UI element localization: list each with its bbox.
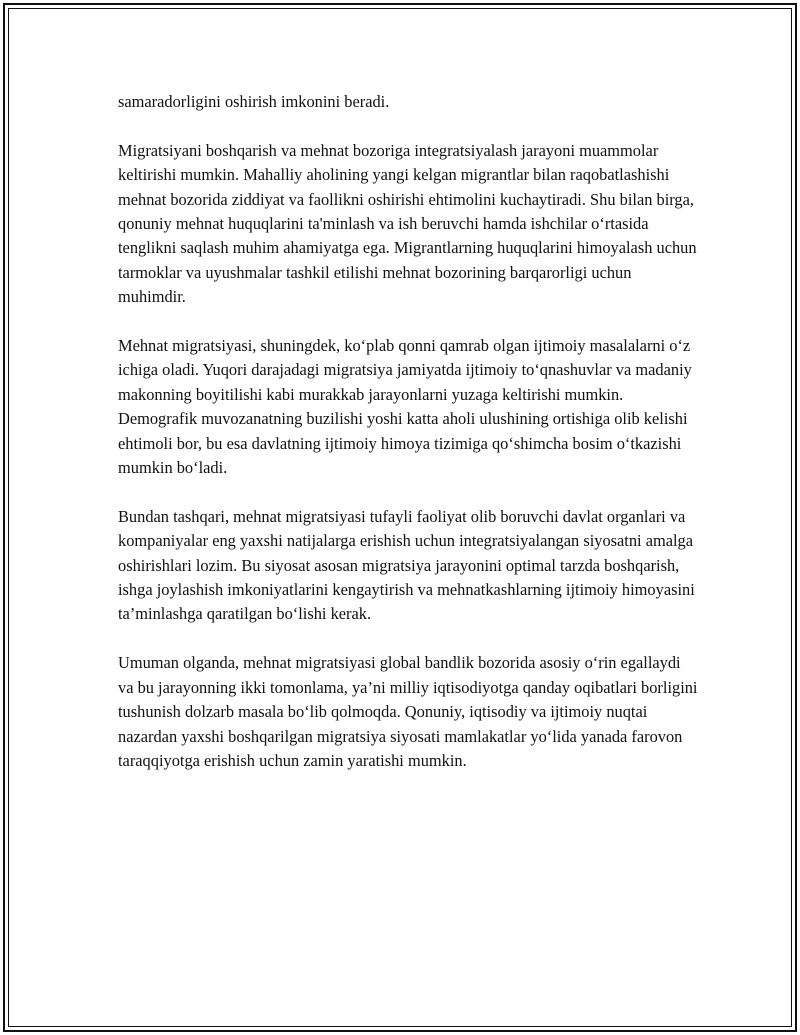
paragraph: Umuman olganda, mehnat migratsiyasi global bandlik bozorida asosiy o‘rin egallaydi va bu jarayonning ikki tomonlama, ya’ni milliy iqtisodiyotga qanday oqibatlari borligini tushunish dolzarb masala bo‘lib qolmoqda. Qonuniy, iqtisodiy va ijtimoiy nuqtai nazardan yaxshi boshqarilgan migratsiya siyosati mamlakatlar yo‘lida yanada farovon taraqqiyotga erishish uchun zamin yaratishi mumkin. <box>118 653 698 770</box>
paragraph: Mehnat migratsiyasi, shuningdek, ko‘plab qonni qamrab olgan ijtimoiy masalalarni o‘z ichiga oladi. Yuqori darajadagi migratsiya jamiyatda ijtimoiy to‘qnashuvlar va madaniy makonning boyitilishi kabi murakkab jarayonlarni yuzaga keltirishi mumkin. Demografik muvozanatning buzilishi yoshi katta aholi ulushining ortishiga olib kelishi ehtimoli bor, bu esa davlatning ijtimoiy himoya tizimiga qo‘shimcha bosim o‘tkazishi mumkin bo‘ladi. <box>118 336 692 478</box>
paragraph: samaradorligini oshirish imkonini beradi. <box>118 92 390 111</box>
paragraph: Bundan tashqari, mehnat migratsiyasi tufayli faoliyat olib boruvchi davlat organlari va kompaniyalar eng yaxshi natijalarga erishish uchun integratsiyalangan siyosatni amalga oshirishlari lozim. Bu siyosat asosan migratsiya jarayonini optimal tarzda boshqarish, ishga joylashish imkoniyatlarini kengaytirish va mehnatkashlarning ijtimoiy himoyasini ta’minlashga qaratilgan bo‘lishi kerak. <box>118 506 695 624</box>
paragraph: Migratsiyani boshqarish va mehnat bozoriga integratsiyalash jarayoni muammolar keltirishi mumkin. Mahalliy aholining yangi kelgan migrantlar bilan raqobatlashishi mehnat bozorida ziddiyat va faollikni oshirishi ehtimolini kuchaytiradi. Shu bilan birga, qonuniy mehnat huquqlarini ta'minlash va ish beruvchi hamda ishchilar o‘rtasida tenglikni saqlash muhim ahamiyatga ega. Migrantlarning huquqlarini himoyalash uchun tarmoklar va uyushmalar tashkil etilishi mehnat bozorining barqarorligi uchun muhimdir. <box>118 140 697 307</box>
document-body <box>118 90 698 798</box>
